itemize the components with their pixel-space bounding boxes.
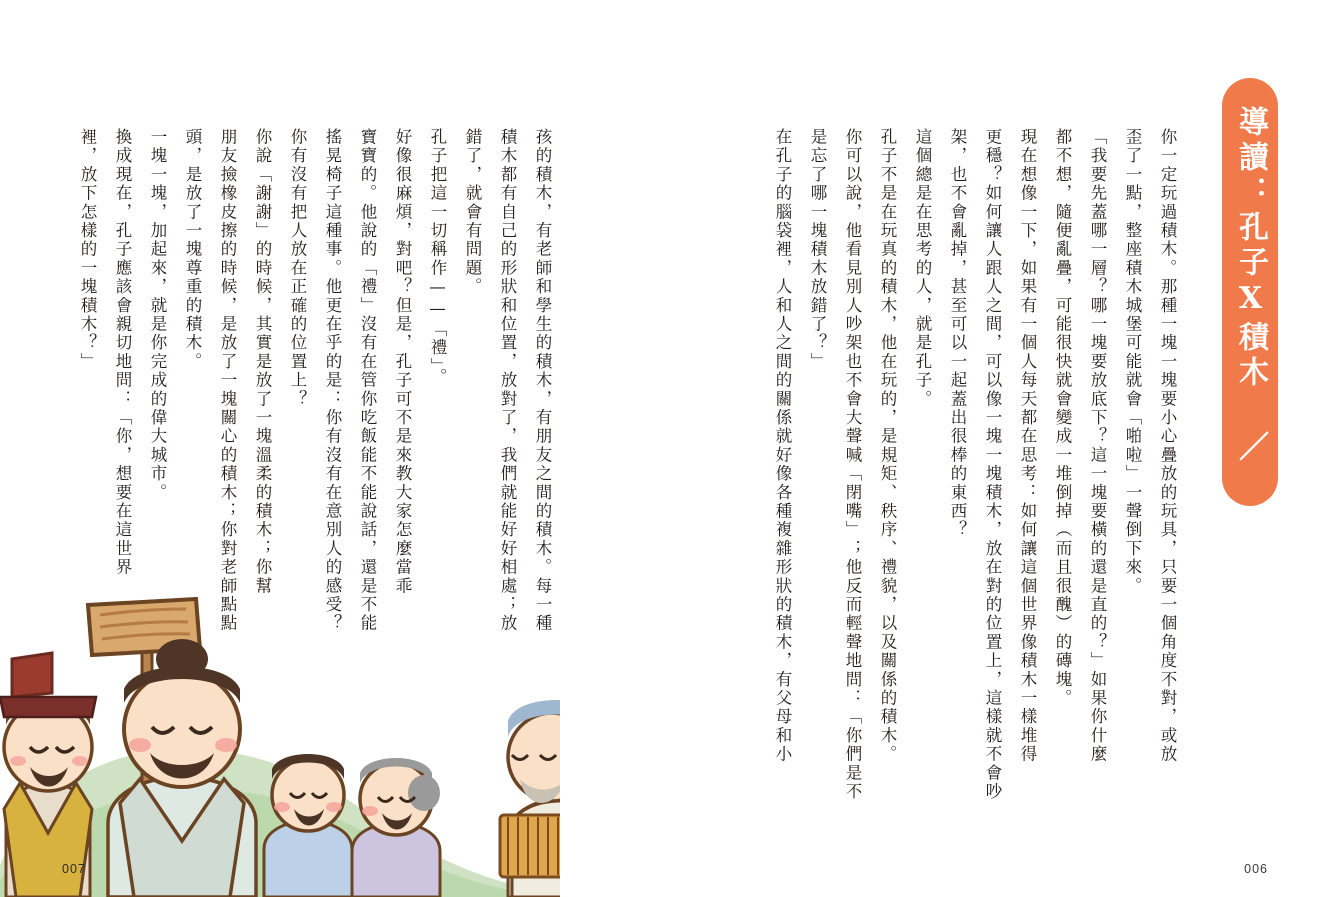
body-column: 你說「謝謝」的時候，其實是放了一塊溫柔的積木；你幫	[253, 128, 272, 596]
bamboo-scroll	[500, 815, 560, 877]
body-column: 架，也不會亂掉，甚至可以一起蓋出很棒的東西？	[948, 128, 967, 540]
character-elder-scholar	[500, 700, 560, 897]
body-column: 好像很麻煩，對吧？但是，孔子可不是來教大家怎麼當乖	[393, 128, 412, 596]
body-column: 你有沒有把人放在正確的位置上？	[288, 128, 307, 409]
body-column: 「我要先蓋哪一層？哪一塊要放底下？這一塊要橫的還是直的？」如果你什麼	[1088, 128, 1107, 764]
body-column: 裡，放下怎樣的一塊積木？」	[78, 128, 97, 372]
body-column: 頭，是放了一塊尊重的積木。	[183, 128, 202, 372]
body-column: 都不想，隨便亂疊，可能很快就會變成一堆倒掉（而且很醜）的磚塊。	[1053, 128, 1072, 708]
body-column: 更穩？如何讓人跟人之間，可以像一塊一塊積木，放在對的位置上，這樣就不會吵	[983, 128, 1002, 802]
body-column: 錯了，就會有問題。	[463, 128, 482, 297]
body-column: 在孔子的腦袋裡，人和人之間的關係就好像各種複雜形狀的積木，有父母和小	[773, 128, 792, 764]
page-number-right: 006	[1244, 862, 1268, 876]
body-column: 換成現在，孔子應該會親切地問：「你，想要在這世界	[113, 128, 132, 577]
chapter-title: 導讀：孔子X積木 ／ 厭世國文老師	[1233, 106, 1268, 716]
body-column: 孩的積木，有老師和學生的積木，有朋友之間的積木。每一種	[533, 128, 552, 633]
body-column: 孔子不是在玩真的積木，他在玩的，是規矩、秩序、禮貌，以及關係的積木。	[878, 128, 897, 764]
body-column: 積木都有自己的形狀和位置，放對了，我們就能好好相處；放	[498, 128, 517, 633]
body-column: 你可以說，他看見別人吵架也不會大聲喊「閉嘴」；他反而輕聲地問：「你們是不	[843, 128, 862, 802]
body-column: 搖晃椅子這種事。他更在乎的是：你有沒有在意別人的感受？	[323, 128, 342, 633]
body-column: 一塊一塊，加起來，就是你完成的偉大城市。	[148, 128, 167, 502]
body-column: 是忘了哪一塊積木放錯了？」	[808, 128, 827, 372]
body-column: 你一定玩過積木。那種一塊一塊要小心疊放的玩具，只要一個角度不對，或放	[1158, 128, 1177, 764]
chapter-title-banner	[1222, 78, 1278, 716]
body-column: 寶寶的。他說的「禮」沒有在管你吃飯能不能說話，還是不能	[358, 128, 377, 633]
illustration-confucius-group	[0, 597, 560, 897]
body-column: 孔子把這一切稱作——「禮」。	[428, 128, 447, 387]
body-column: 這個總是在思考的人，就是孔子。	[913, 128, 932, 409]
body-column: 歪了一點，整座積木城堡可能就會「啪啦」一聲倒下來。	[1123, 128, 1142, 596]
page-number-left: 007	[62, 862, 86, 876]
body-column: 現在想像一下，如果有一個人每天都在思考：如何讓這個世界像積木一樣堆得	[1018, 128, 1037, 764]
character-flag-bearer	[0, 653, 96, 897]
body-column: 朋友撿橡皮擦的時候，是放了一塊關心的積木；你對老師點點	[218, 128, 237, 633]
